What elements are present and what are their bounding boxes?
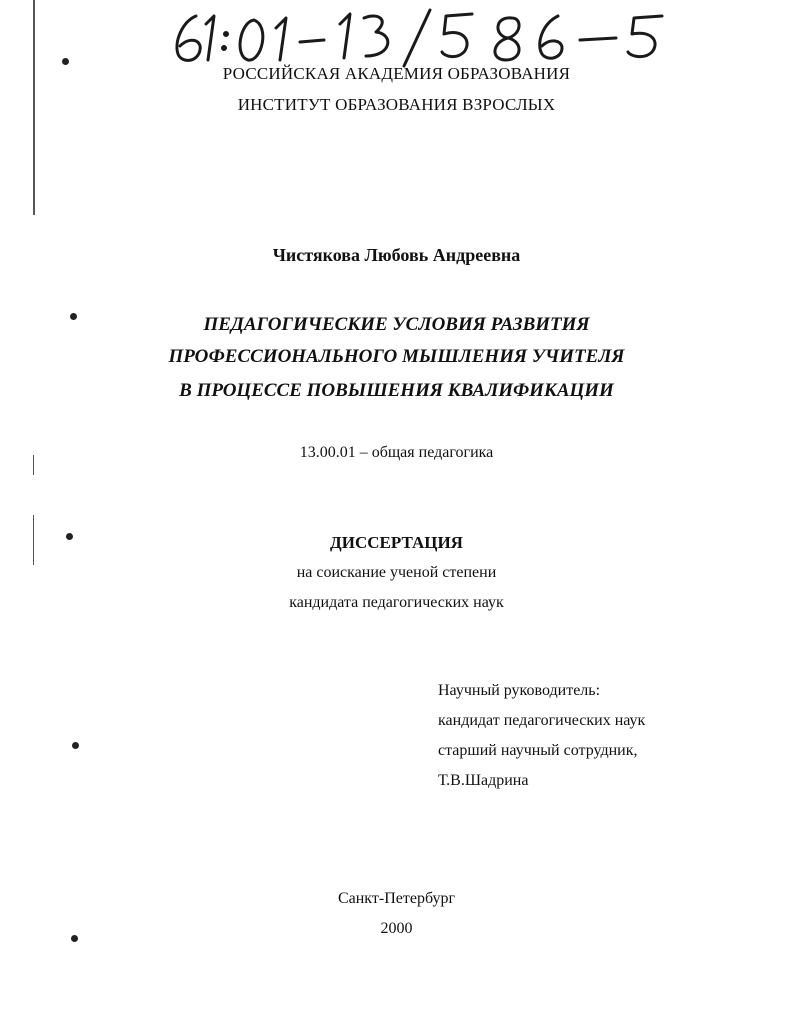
author-name: Чистякова Любовь Андреевна: [272, 245, 521, 265]
thesis-title-line: ПРОФЕССИОНАЛЬНОГО МЫШЛЕНИЯ УЧИТЕЛЯ: [168, 346, 625, 367]
advisor-position: старший научный сотрудник,: [438, 742, 638, 759]
degree-line: на соискание ученой степени: [296, 564, 497, 581]
city: Санкт-Петербург: [337, 890, 456, 907]
advisor-label: Научный руководитель:: [438, 682, 601, 699]
institute-name: ИНСТИТУТ ОБРАЗОВАНИЯ ВЗРОСЛЫХ: [237, 95, 556, 114]
handwritten-archive-code: [168, 2, 668, 68]
specialty-code: 13.00.01 – общая педагогика: [299, 444, 494, 461]
punch-hole-dot: [72, 742, 79, 749]
degree-line: кандидата педагогических наук: [289, 594, 504, 611]
year: 2000: [380, 920, 413, 937]
thesis-title-line: В ПРОЦЕССЕ ПОВЫШЕНИЯ КВАЛИФИКАЦИИ: [179, 380, 614, 401]
advisor-name: Т.В.Шадрина: [438, 772, 529, 789]
thesis-title-line: ПЕДАГОГИЧЕСКИЕ УСЛОВИЯ РАЗВИТИЯ: [203, 314, 590, 335]
organization-name: РОССИЙСКАЯ АКАДЕМИЯ ОБРАЗОВАНИЯ: [222, 64, 571, 83]
advisor-degree: кандидат педагогических наук: [438, 712, 646, 729]
dissertation-heading: ДИССЕРТАЦИЯ: [330, 533, 463, 552]
